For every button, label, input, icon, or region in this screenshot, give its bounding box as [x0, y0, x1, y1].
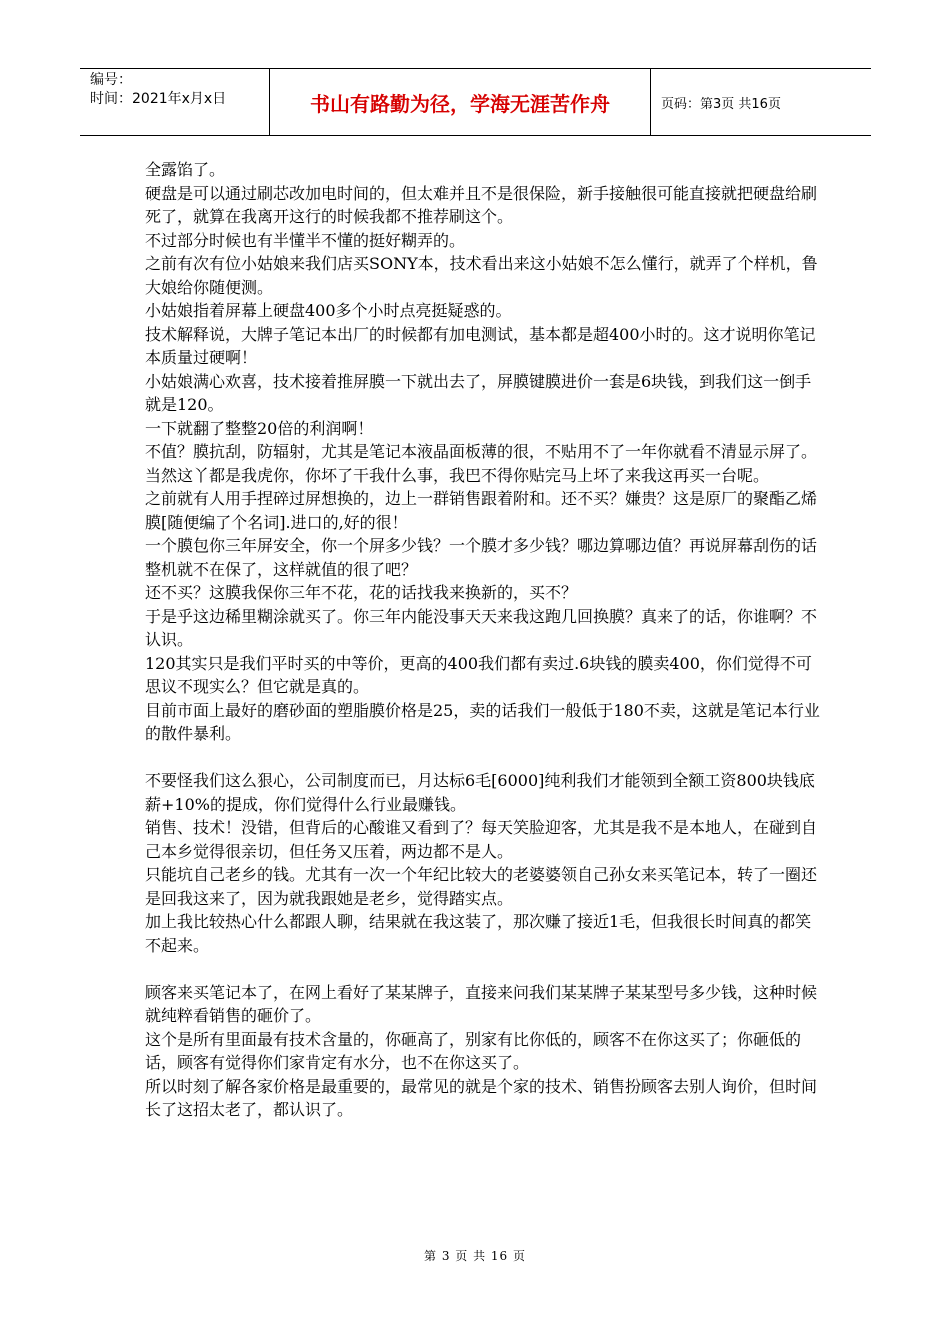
paragraph: 只能坑自己老乡的钱。尤其有一次一个年纪比较大的老婆婆领自己孙女来买笔记本，转了一圈还是回我这来了，因为就我跟她是老乡，觉得踏实点。 [145, 865, 818, 908]
page-footer: 第 3 页 共 16 页 [424, 1249, 526, 1263]
doc-date-label: 时间：2021年x月x日 [90, 91, 227, 107]
paragraph: 一下就翻了整整20倍的利润啊！ [145, 418, 374, 438]
paragraph: 之前就有人用手捏碎过屏想换的，边上一群销售跟着附和。还不买？嫌贵？这是原厂的聚酯乙烯膜[随便编了个名词].进口的,好的很！ [145, 489, 818, 532]
doc-number-label: 编号： [90, 72, 132, 88]
paragraph-gap [145, 957, 825, 981]
paragraph: 目前市面上最好的磨砂面的塑脂膜价格是25，卖的话我们一般低于180不卖，这就是笔记本行业的散件暴利。 [145, 700, 820, 743]
header-meta [80, 69, 270, 135]
page-header [80, 68, 871, 136]
paragraph: 顾客来买笔记本了，在网上看好了某某牌子，直接来问我们某某牌子某某型号多少钱，这种时候就纯粹看销售的砸价了。 [145, 982, 818, 1025]
paragraph: 这个是所有里面最有技术含量的，你砸高了，别家有比你低的，顾客不在你这买了；你砸低的话，顾客有觉得你们家肯定有水分，也不在你这买了。 [145, 1029, 802, 1072]
paragraph: 不过部分时候也有半懂半不懂的挺好糊弄的。 [145, 230, 466, 250]
paragraph-gap [145, 746, 825, 770]
paragraph: 全露馅了。 [145, 160, 226, 179]
paragraph: 加上我比较热心什么都跟人聊，结果就在我这装了，那次赚了接近1毛，但我很长时间真的都笑不起来。 [145, 912, 812, 955]
paragraph: 所以时刻了解各家价格是最重要的，最常见的就是个家的技术、销售扮顾客去别人询价，但时间长了这招太老了，都认识了。 [145, 1076, 818, 1119]
paragraph: 不值？膜抗刮，防辐射，尤其是笔记本液晶面板薄的很，不贴用不了一年你就看不清显示屏了。 [145, 442, 818, 461]
paragraph: 之前有次有位小姑娘来我们店买SONY本，技术看出来这小姑娘不怎么懂行，就弄了个样机，鲁大娘给你随便测。 [145, 254, 818, 297]
paragraph: 小姑娘指着屏幕上硬盘400多个小时点亮挺疑惑的。 [145, 301, 512, 320]
paragraph: 销售、技术！没错，但背后的心酸谁又看到了？每天笑脸迎客，尤其是我不是本地人，在碰到自己本乡觉得很亲切，但任务又压着，两边都不是人。 [145, 818, 818, 861]
paragraph: 于是乎这边稀里糊涂就买了。你三年内能没事天天来我这跑几回换膜？真来了的话，你谁啊？不认识。 [145, 606, 818, 649]
header-motto: 书山有路勤为径，学海无涯苦作舟 [270, 69, 651, 135]
document-body [145, 158, 825, 1122]
paragraph: 还不买？这膜我保你三年不花，花的话找我来换新的，买不？ [145, 583, 578, 602]
paragraph: 小姑娘满心欢喜，技术接着推屏膜一下就出去了，屏膜键膜进价一套是6块钱，到我们这一倒手就是120。 [145, 371, 812, 414]
header-page-info: 页码：第3页 共16页 [661, 96, 781, 112]
paragraph: 技术解释说，大牌子笔记本出厂的时候都有加电测试，基本都是超400小时的。这才说明你笔记本质量过硬啊！ [145, 324, 816, 367]
paragraph: 硬盘是可以通过刷芯改加电时间的，但太难并且不是很保险，新手接触很可能直接就把硬盘给刷死了，就算在我离开这行的时候我都不推荐刷这个。 [145, 183, 818, 226]
paragraph: 120其实只是我们平时买的中等价，更高的400我们都有卖过.6块钱的膜卖400，你们觉得不可思议不现实么？但它就是真的。 [145, 653, 812, 696]
paragraph: 不要怪我们这么狠心，公司制度而已，月达标6毛[6000]纯利我们才能领到全额工资800块钱底薪+10%的提成，你们觉得什么行业最赚钱。 [145, 771, 815, 814]
paragraph: 一个膜包你三年屏安全，你一个屏多少钱？一个膜才多少钱？哪边算哪边值？再说屏幕刮伤的话整机就不在保了，这样就值的很了吧？ [145, 536, 818, 579]
paragraph: 当然这丫都是我虎你，你坏了干我什么事，我巴不得你贴完马上坏了来我这再买一台呢。 [145, 465, 770, 485]
